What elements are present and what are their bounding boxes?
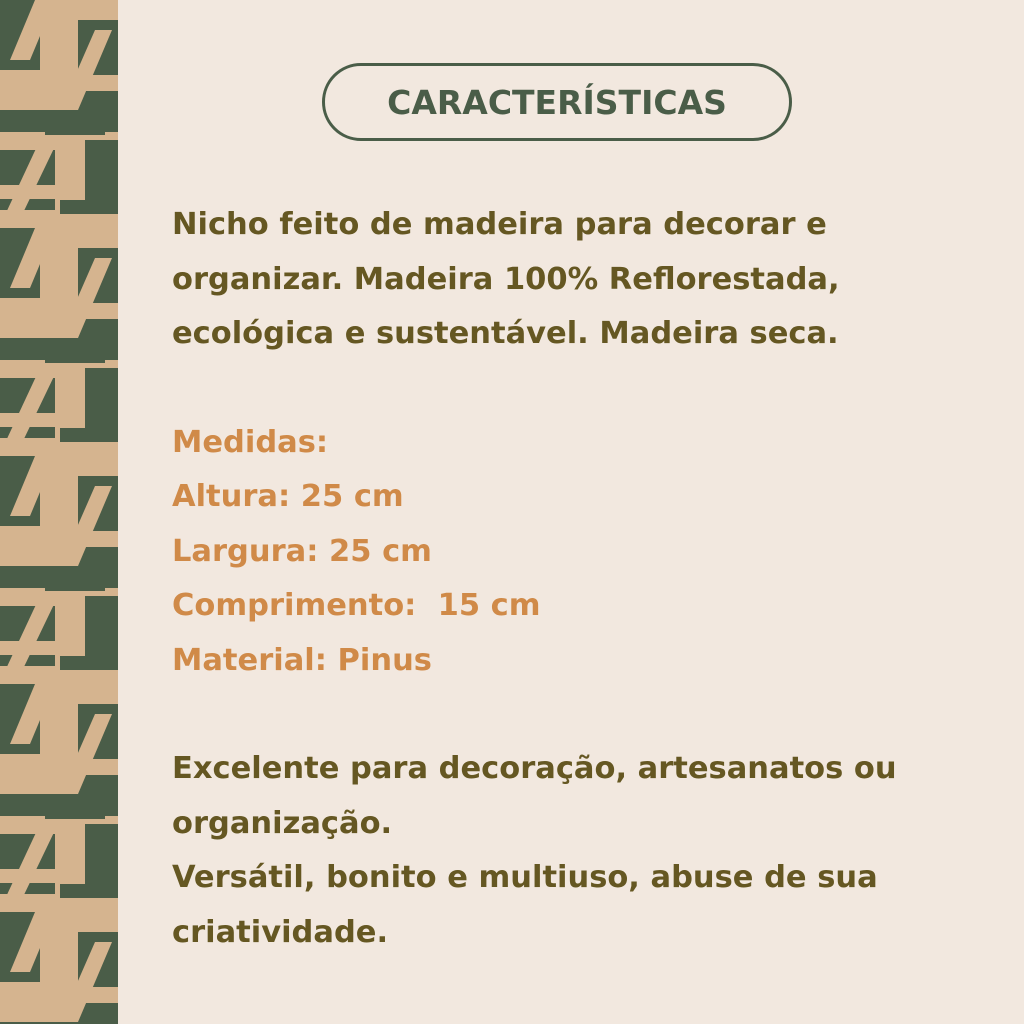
pattern-slat (45, 125, 105, 135)
pattern-slat (85, 368, 118, 438)
pattern-slat (0, 185, 75, 199)
pattern-slat (0, 869, 75, 883)
pattern-slat (60, 656, 118, 670)
spec-material: Material: Pinus (172, 642, 432, 678)
pattern-slat (85, 824, 118, 894)
pattern-slat (40, 303, 118, 319)
pattern-slat (40, 759, 118, 775)
pattern-slat (45, 353, 105, 363)
closing-line-2: Versátil, bonito e multiuso, abuse de sua criatividade. (172, 860, 878, 950)
pattern-slat (60, 884, 118, 898)
pattern-slat (45, 581, 105, 591)
pattern-slat (40, 987, 118, 1003)
spec-largura: Largura: 25 cm (172, 533, 432, 569)
content-area (172, 198, 972, 960)
pattern-slat (60, 428, 118, 442)
pattern-slat (0, 413, 75, 427)
section-title-pill (322, 63, 792, 141)
decorative-side-strip (0, 0, 118, 1024)
description-text: Nicho feito de madeira para decorar e organizar. Madeira 100% Reflorestada, ecológica e sustentável. Madeira seca. (172, 207, 840, 351)
wood-pattern-graphic (0, 0, 118, 1024)
closing-section (172, 742, 972, 960)
spec-comprimento: Comprimento: 15 cm (172, 588, 541, 623)
pattern-slat (40, 531, 118, 547)
specs-heading: Medidas: (172, 424, 329, 460)
spec-altura: Altura: 25 cm (172, 479, 404, 514)
closing-line-1: Excelente para decoração, artesanatos ou organização. (172, 751, 897, 841)
pattern-slat (60, 200, 118, 214)
pattern-slat (40, 75, 118, 91)
section-title: CARACTERÍSTICAS (387, 82, 727, 122)
pattern-slat (0, 641, 75, 655)
pattern-slat (45, 809, 105, 819)
pattern-slat (85, 140, 118, 210)
pattern-slat (85, 596, 118, 666)
specifications-list (172, 416, 972, 689)
